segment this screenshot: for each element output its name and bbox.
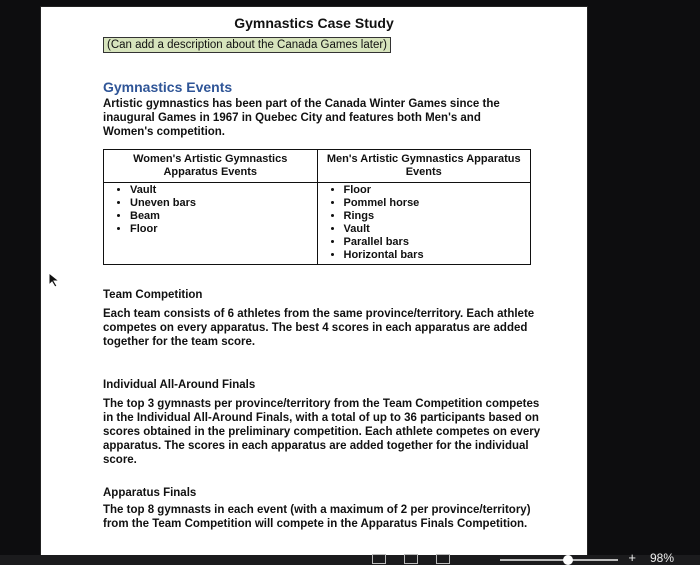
description-note: (Can add a description about the Canada Games later)	[103, 37, 391, 53]
team-competition-heading: Team Competition	[103, 289, 203, 301]
print-layout-icon[interactable]	[372, 554, 386, 564]
list-item: • Floor	[130, 223, 313, 236]
status-bar	[0, 550, 700, 565]
web-layout-icon[interactable]	[404, 554, 418, 564]
zoom-level[interactable]: 98%	[649, 551, 674, 565]
zoom-slider[interactable]	[500, 559, 618, 561]
table-header-men: Men's Artistic Gymnastics Apparatus Events	[317, 150, 531, 183]
list-item: • Uneven bars	[130, 197, 313, 210]
document-page[interactable]	[40, 6, 588, 563]
events-heading: Gymnastics Events	[103, 79, 233, 95]
men-events-cell	[317, 183, 531, 265]
table-header-women: Women's Artistic Gymnastics Apparatus Events	[104, 150, 318, 183]
list-item: • Horizontal bars	[344, 249, 527, 262]
page-title: Gymnastics Case Study	[234, 15, 394, 31]
women-events-cell	[104, 183, 318, 265]
list-item: • Parallel bars	[344, 236, 527, 249]
zoom-slider-thumb[interactable]	[563, 555, 573, 565]
list-item: • Vault	[130, 184, 313, 197]
apparatus-finals-body: The top 8 gymnasts in each event (with a maximum of 2 per province/territory) from the Team Competition will compete in the Apparatus Finals Competition.	[103, 504, 531, 530]
apparatus-table	[103, 149, 531, 265]
list-item: • Vault	[344, 223, 527, 236]
list-item: • Beam	[130, 210, 313, 223]
list-item: • Pommel horse	[344, 197, 527, 210]
outline-view-icon[interactable]	[436, 554, 450, 564]
team-competition-body: Each team consists of 6 athletes from the same province/territory. Each athlete competes on every apparatus. The best 4 scores in each apparatus are added together for the team score.	[103, 308, 535, 348]
list-item: • Floor	[344, 184, 527, 197]
apparatus-finals-heading: Apparatus Finals	[103, 487, 197, 499]
all-around-heading: Individual All-Around Finals	[103, 379, 256, 391]
all-around-body: The top 3 gymnasts per province/territory from the Team Competition competes in the Individual All-Around Finals, with a total of up to 36 participants based on scores obtained in the preliminary competition. Each athlete competes on every apparatus. The scores in each apparatus are added together for the individual score.	[103, 398, 541, 466]
intro-paragraph: Artistic gymnastics has been part of the Canada Winter Games since the inaugural Games in 1967 in Quebec City and features both Men's and Women's competition.	[103, 98, 500, 138]
list-item: • Rings	[344, 210, 527, 223]
zoom-in-button[interactable]: +	[628, 550, 636, 565]
mouse-cursor-icon	[48, 272, 62, 288]
